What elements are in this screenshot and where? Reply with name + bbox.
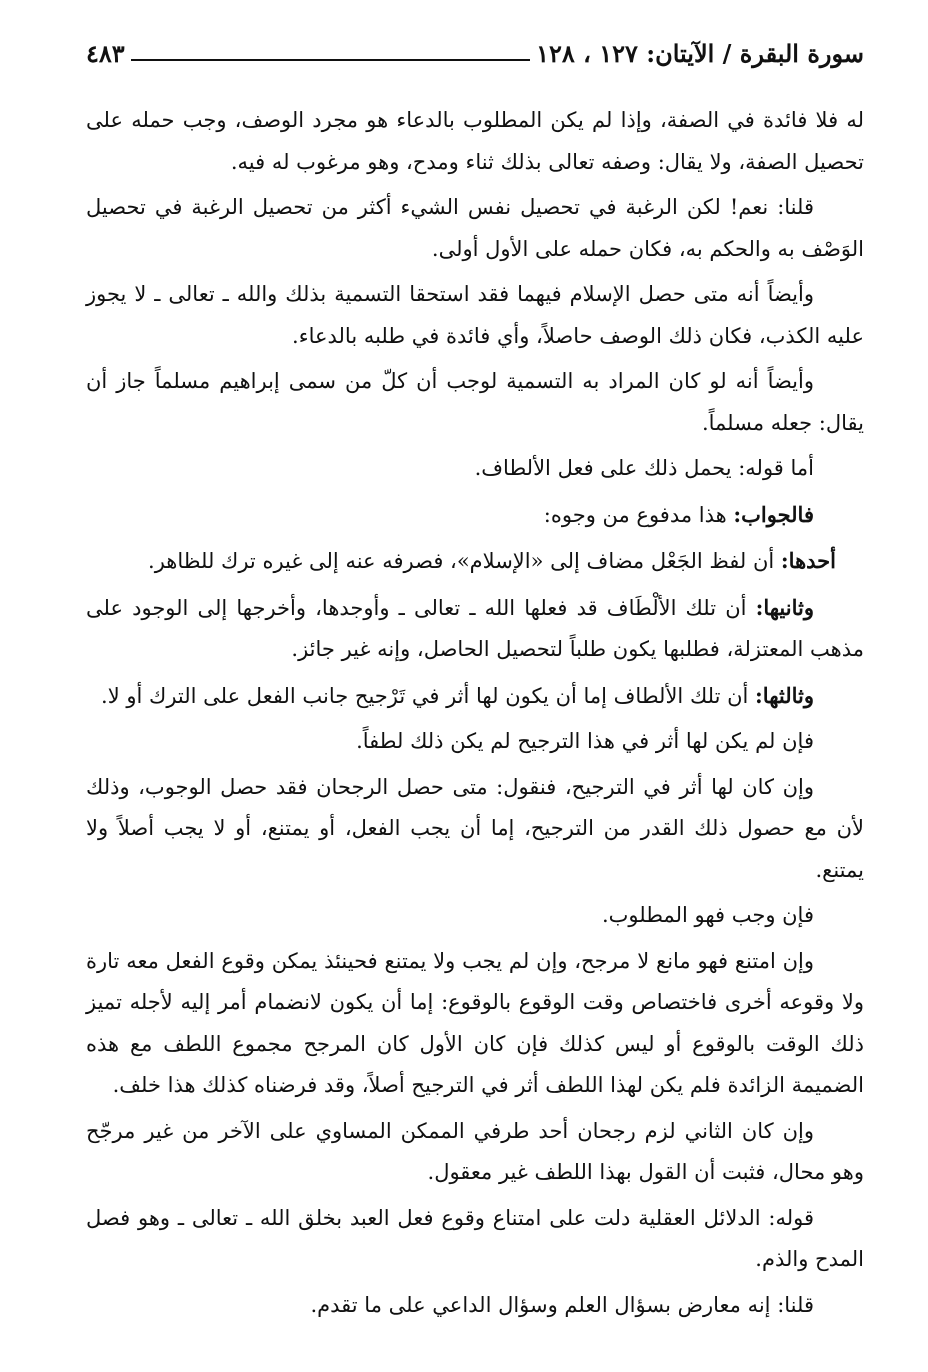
paragraph-text: له فلا فائدة في الصفة، وإذا لم يكن المطلوب بالدعاء هو مجرد الوصف، وجب حمله على تحصيل الصفة، ولا يقال: وصفه تعالى بذلك ثناء ومدح، وهو مرغوب له فيه. — [86, 108, 864, 174]
body-text — [86, 100, 864, 1330]
page-header — [86, 30, 864, 70]
paragraph — [86, 1111, 864, 1194]
paragraph-label: أحدها: — [780, 548, 836, 573]
paragraph-text: فإن وجب فهو المطلوب. — [601, 903, 814, 927]
paragraph — [86, 448, 864, 490]
paragraph — [86, 1285, 864, 1327]
paragraph-text: فإن لم يكن لها أثر في هذا الترجيح لم يكن ذلك لطفاً. — [356, 729, 814, 753]
paragraph-text: وإن كان الثاني لزم رجحان أحد طرفي الممكن المساوي على الآخر من غير مرجّح وهو محال، فثبت أن القول بهذا اللطف غير معقول. — [86, 1118, 864, 1184]
paragraph-text: وإن كان لها أثر في الترجيح، فنقول: متى حصل الرجحان فقد حصل الوجوب، وذلك لأن مع حصول ذلك القدر من الترجيح، إما أن يجب الفعل، أو يمتنع، أو لا يجب أصلاً ولا يمتنع. — [86, 774, 864, 882]
header-rule — [131, 59, 530, 61]
paragraph — [86, 494, 864, 537]
paragraph-text: هذا مدفوع من وجوه: — [543, 502, 734, 527]
paragraph — [86, 941, 864, 1107]
paragraph-label: وثانيها: — [755, 594, 814, 620]
paragraph — [86, 540, 864, 583]
paragraph — [86, 361, 864, 444]
running-title: سورة البقرة / الآيتان: ١٢٧ ، ١٢٨ — [536, 39, 864, 68]
paragraph — [86, 721, 864, 763]
paragraph-text: أما قوله: يحمل ذلك على فعل الألطاف. — [474, 456, 814, 480]
paragraph — [86, 187, 864, 270]
paragraph-text: قلنا: إنه معارض بسؤال العلم وسؤال الداعي على ما تقدم. — [310, 1292, 814, 1317]
paragraph — [86, 895, 864, 937]
paragraph — [86, 274, 864, 357]
paragraph-text: أن تلك الألْطَاف قد فعلها الله ـ تعالى ـ وأوجدها، وأخرجها إلى الوجود على مذهب المعتزلة، فطلبها يكون طلباً لتحصيل الحاصل، وإنه غير جائز. — [86, 595, 864, 661]
paragraph-text: أن لفظ الجَعْل مضاف إلى «الإسلام»، فصرفه عنه إلى غيره ترك للظاهر. — [148, 549, 781, 573]
paragraph-text: وإن امتنع فهو مانع لا مرجح، وإن لم يجب ولا يمتنع فحينئذ يمكن وقوع الفعل معه تارة ولا وقوعه أخرى فاختصاص وقت الوقوع بالوقوع: إما أن يكون لانضمام أمر إليه لأجله تميز ذلك الوقت بالوقوع أو ليس كذلك فإن كان الأول كان المرجح مجموع اللطف مع هذه الضميمة الزائدة فلم يكن لهذا اللطف أثر في الترجيح أصلاً، وقد فرضناه كذلك هذا خلف. — [86, 948, 864, 1097]
paragraph-label: وثالثها: — [755, 682, 814, 708]
paragraph-text: قلنا: نعم! لكن الرغبة في تحصيل نفس الشيء أكثر من تحصيل الرغبة في تحصيل الوَصْف به والحكم به، فكان حمله على الأول أولى. — [86, 195, 864, 261]
paragraph-text: وأيضاً أنه متى حصل الإسلام فيهما فقد استحقا التسمية بذلك والله ـ تعالى ـ لا يجوز عليه الكذب، فكان ذلك الوصف حاصلاً، وأي فائدة في طلبه بالدعاء. — [86, 282, 864, 348]
paragraph — [86, 1198, 864, 1281]
paragraph — [86, 587, 864, 671]
paragraph-label: فالجواب: — [733, 501, 814, 527]
paragraph — [86, 100, 864, 183]
paragraph — [86, 767, 864, 892]
paragraph-text: قوله: الدلائل العقلية دلت على امتناع وقوع فعل العبد بخلق الله ـ تعالى ـ وهو فصل المدح والذم. — [86, 1205, 864, 1271]
paragraph — [86, 675, 864, 718]
page-number: ٤٨٣ — [86, 39, 125, 68]
paragraph-text: وأيضاً أنه لو كان المراد به التسمية لوجب أن كلّ من سمى إبراهيم مسلماً جاز أن يقال: جعله مسلماً. — [86, 369, 864, 435]
paragraph-text: أن تلك الألطاف إما أن يكون لها أثر في تَرْجيح جانب الفعل على الترك أو لا. — [101, 683, 756, 708]
